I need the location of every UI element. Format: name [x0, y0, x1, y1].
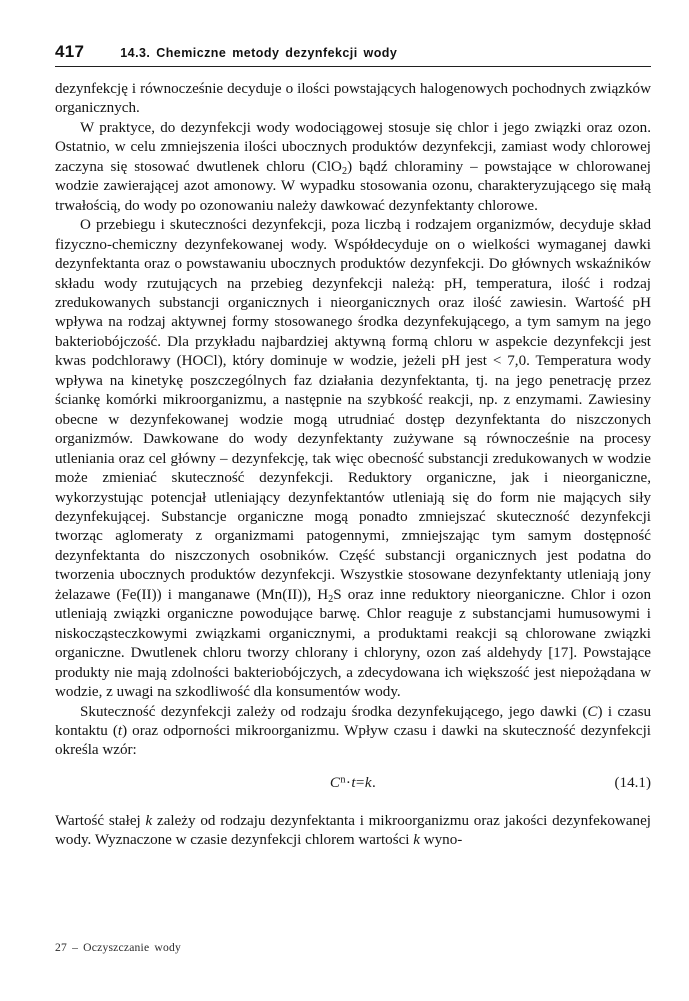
- para3-seg-1: O przebiegu i skuteczności dezynfekcji, poza liczbą i rodzajem organizmów, decyduje skład fizyczno-chemiczny dezynfekowanej wody. Współdecyduje on o wielkości wymaganej dawki dezynfektanta oraz o powstawaniu ubocznych produktów dezynfekcji. Do głównych wskaźników składu wody rzutujących na przebieg dezynfekcji należą: pH, temperatura, ilość i rodzaj zredukowanych substancji organicznych i nieorganicznych oraz ilość zawiesin. Wartość pH wpływa na rodzaj aktywnej formy stosowanego środka dezynfekującego, a tym samym na jego bakteriobójczość. Dla przykładu najbardziej aktywną formą chloru w aspekcie dezynfekcji jest kwas podchlorawy (HOCl), który dominuje w wodzie, jeżeli pH jest < 7,0. Temperatura wody wpływa na kinetykę poszczególnych faz działania dezynfektanta, tj. na jego penetrację przez ściankę komórki mikroorganizmu, a następnie na szybkość reakcji, np. z enzymami. Zawiesiny obecne w dezynfekowanej wodzie mogą utrudniać dostęp dezynfektanta do niszczonych organizmów. Dawkowane do wody dezynfektanty zużywane są równocześnie na procesy utleniania oraz cel główny – dezynfekcję, tak więc obecność substancji zredukowanych w wodzie może zmieniać skuteczność dezynfekcji. Reduktory organiczne, jak i nieorganiczne, wykorzystując potencjał utleniający dezynfektantów utleniają się do form nie mających siły dezynfekującej. Substancje organiczne mogą ponadto zmniejszać skuteczność dezynfekcji tworząc aglomeraty z organizmami patogennymi, zmniejszając tym samym dostępność dezynfektanta do niszczonych osobników. Część substancji organicznych jest podatna do tworzenia ubocznych produktów dezynfekcji. Wszystkie stosowane dezynfektanty utleniają jony żelazawe (Fe(II)) i manganawe (Mn(II)), H: [55, 217, 651, 603]
- footer-signature: 27 – Oczyszczanie wody: [55, 941, 181, 954]
- text-column: [55, 80, 651, 851]
- paragraph-2: [55, 119, 651, 216]
- paragraph-5: [55, 812, 651, 851]
- para5-seg-1: Wartość stałej: [55, 812, 146, 829]
- equation-variable-k: k: [364, 774, 372, 791]
- equation-variable-t: t: [351, 774, 356, 791]
- equation-variable-c: C: [329, 774, 341, 791]
- display-equation: [55, 775, 651, 799]
- variable-c-inline: C: [587, 703, 598, 720]
- equation-number: (14.1): [614, 774, 651, 791]
- variable-t-inline: t: [117, 722, 123, 739]
- equation-terminator: .: [371, 774, 377, 791]
- equation-equals-sign: =: [355, 774, 365, 791]
- header-rule: [55, 66, 651, 67]
- para3-seg-3: S oraz inne reduktory nieorganiczne. Chlor i ozon utleniają związki organiczne powodujące barwę. Chlor reaguje z substancjami humusowymi i niskocząsteczkowymi związkami organicznymi, a produktami reakcji są chlorowane związki organiczne. Dwutlenek chloru tworzy chlorany i chloryny, ozon zaś aldehydy [17]. Powstające produkty nie mają zdolności bakteriobójczych, a zdecydowana ich większość jest niepożądana w wodzie, z uwagi na szkodliwość dla konsumentów wody.: [55, 586, 652, 701]
- page-number: 417: [55, 42, 85, 61]
- para3-subscript-2: 2: [328, 593, 334, 605]
- equation-expression: [55, 775, 651, 792]
- equation-exponent-n: n: [340, 774, 346, 786]
- para2-seg-1: W praktyce, do dezynfekcji wody wodociągowej stosuje się chlor i jego związki oraz ozon. Ostatnio, w celu zmniejszenia ilości ubocznych produktów dezynfekcji, zamiast wody chlorowej zaczyna się stosować dwutlenek chloru (ClO: [55, 119, 651, 175]
- paragraph-1: dezynfekcję i równocześnie decyduje o ilości powstających halogenowych pochodnych związków organicznych.: [55, 81, 651, 117]
- variable-k-inline-1: k: [145, 812, 153, 829]
- para5-seg-3: zależy od rodzaju dezynfektanta i mikroorganizmu oraz jakości dezynfekowanej wody. Wyznaczone w czasie dezynfekcji chlorem wartości: [55, 812, 651, 849]
- para2-subscript-2: 2: [341, 165, 348, 177]
- equation-dot-operator: ·: [345, 774, 352, 791]
- variable-k-inline-2: k: [413, 832, 420, 849]
- para4-seg-5: ) oraz odporności mikroorganizmu. Wpływ czasu i dawki na skuteczność dezynfekcji określa wzór:: [55, 722, 651, 759]
- para5-seg-5: wyno-: [419, 832, 463, 849]
- paragraph-3: [55, 216, 651, 702]
- para2-seg-3: ) bądź chloraminy – powstające w chlorowanej wodzie zawierającej azot amonowy. W wypadku stosowania ozonu, charakteryzującego się małą trwałością, do wody po ozonowaniu należy dawkować dezynfektanty chlorowe.: [55, 158, 651, 214]
- paragraph-4: [55, 703, 651, 761]
- page-header: [55, 42, 651, 62]
- running-head-title: 14.3. Chemiczne metody dezynfekcji wody: [120, 46, 398, 60]
- para4-seg-1: Skuteczność dezynfekcji zależy od rodzaju środka dezynfekującego, jego dawki (: [80, 703, 588, 720]
- para4-seg-3: ) i czasu kontaktu (: [55, 703, 651, 739]
